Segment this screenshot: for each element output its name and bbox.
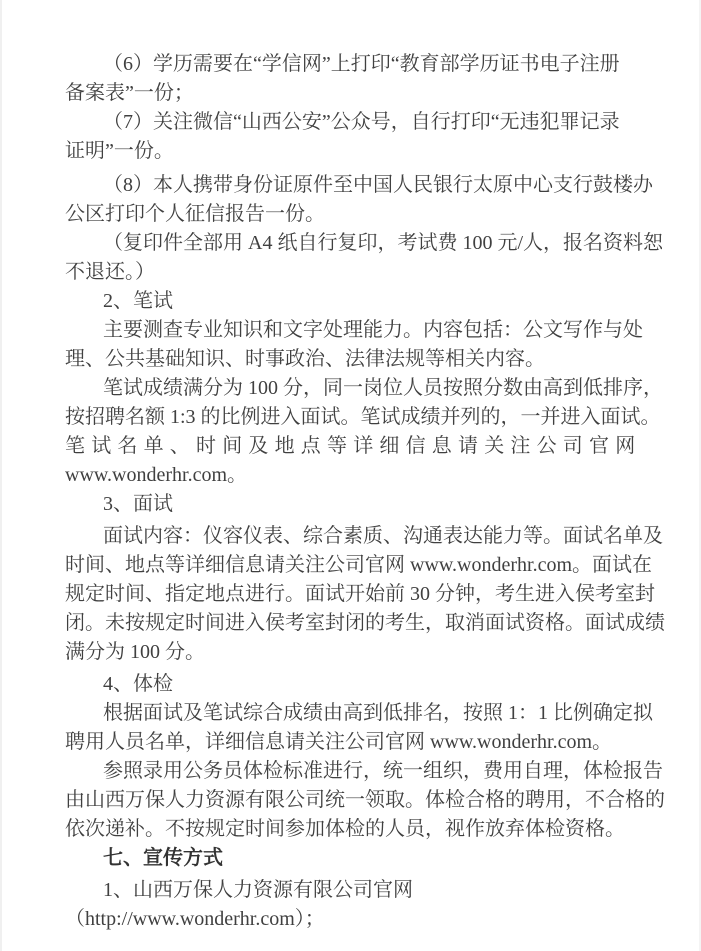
- doc-line: 满分为 100 分。: [65, 641, 205, 663]
- doc-line: 笔试名单、时间及地点等详细信息请关注公司官网: [65, 435, 642, 457]
- para-interview-details: [65, 522, 665, 667]
- doc-line: 时间、地点等详细信息请关注公司官网 www.wonderhr.com。面试在: [65, 554, 653, 576]
- doc-line: 规定时间、指定地点进行。面试开始前 30 分钟，考生进入侯考室封: [65, 583, 655, 605]
- doc-line: 依次递补。不按规定时间参加体检的人员，视作放弃体检资格。: [65, 818, 625, 840]
- para-written-test-content: [65, 316, 643, 374]
- doc-line: 根据面试及笔试综合成绩由高到低排名，按照 1：1 比例确定拟: [103, 702, 653, 724]
- doc-line: 理、公共基础知识、时事政治、法律法规等相关内容。: [65, 348, 545, 370]
- para-written-test-score: [65, 374, 663, 490]
- doc-line: 面试内容：仪容仪表、综合素质、沟通表达能力等。面试名单及: [103, 525, 663, 547]
- para-official-website: [65, 876, 637, 905]
- doc-line: 笔试成绩满分为 100 分，同一岗位人员按照分数由高到低排序，: [103, 377, 663, 399]
- heading-section-7-publicity: [65, 844, 637, 873]
- para-physical-exam-standard: [65, 757, 665, 844]
- doc-line: 由山西万保人力资源有限公司统一领取。体检合格的聘用，不合格的: [65, 789, 665, 811]
- doc-line: 闭。未按规定时间进入侯考室封闭的考生，取消面试资格。面试成绩: [65, 612, 665, 634]
- doc-line: （复印件全部用 A4 纸自行复印，考试费 100 元/人，报名资料恕: [103, 232, 663, 254]
- para-website-url: [65, 905, 637, 934]
- section-heading: 七、宣传方式: [103, 847, 223, 869]
- doc-line: 公区打印个人征信报告一份。: [65, 203, 325, 225]
- doc-line: 4、体检: [103, 673, 173, 695]
- doc-line: 主要测查专业知识和文字处理能力。内容包括：公文写作与处: [103, 319, 643, 341]
- doc-line: 备案表”一份；: [65, 82, 194, 104]
- para-item-6: [65, 50, 637, 108]
- doc-line: 2、笔试: [103, 290, 173, 312]
- subheading-interview: [65, 490, 637, 519]
- doc-line: 证明”一份。: [65, 140, 174, 162]
- doc-line: （7）关注微信“山西公安”公众号，自行打印“无违犯罪记录: [103, 111, 620, 133]
- doc-line: 聘用人员名单，详细信息请关注公司官网 www.wonderhr.com。: [65, 731, 613, 753]
- para-item-7: [65, 108, 637, 166]
- para-item-8: [65, 171, 653, 229]
- website-url-text: （http://www.wonderhr.com）；: [65, 908, 325, 930]
- doc-line: 不退还。）: [65, 261, 155, 283]
- doc-line: 3、面试: [103, 493, 173, 515]
- subheading-physical-exam: [65, 670, 637, 699]
- doc-line: 1、山西万保人力资源有限公司官网: [103, 879, 413, 901]
- doc-line: 按招聘名额 1:3 的比例进入面试。笔试成绩并列的，一并进入面试。: [65, 406, 661, 428]
- para-physical-exam-ranking: [65, 699, 653, 757]
- doc-line: （6）学历需要在“学信网”上打印“教育部学历证书电子注册: [103, 53, 620, 75]
- doc-line: （8）本人携带身份证原件至中国人民银行太原中心支行鼓楼办: [103, 174, 653, 196]
- para-copy-fee-note: [65, 229, 663, 287]
- doc-line: 参照录用公务员体检标准进行，统一组织，费用自理，体检报告: [103, 760, 663, 782]
- subheading-written-test: [65, 287, 637, 316]
- doc-line: www.wonderhr.com。: [65, 464, 248, 486]
